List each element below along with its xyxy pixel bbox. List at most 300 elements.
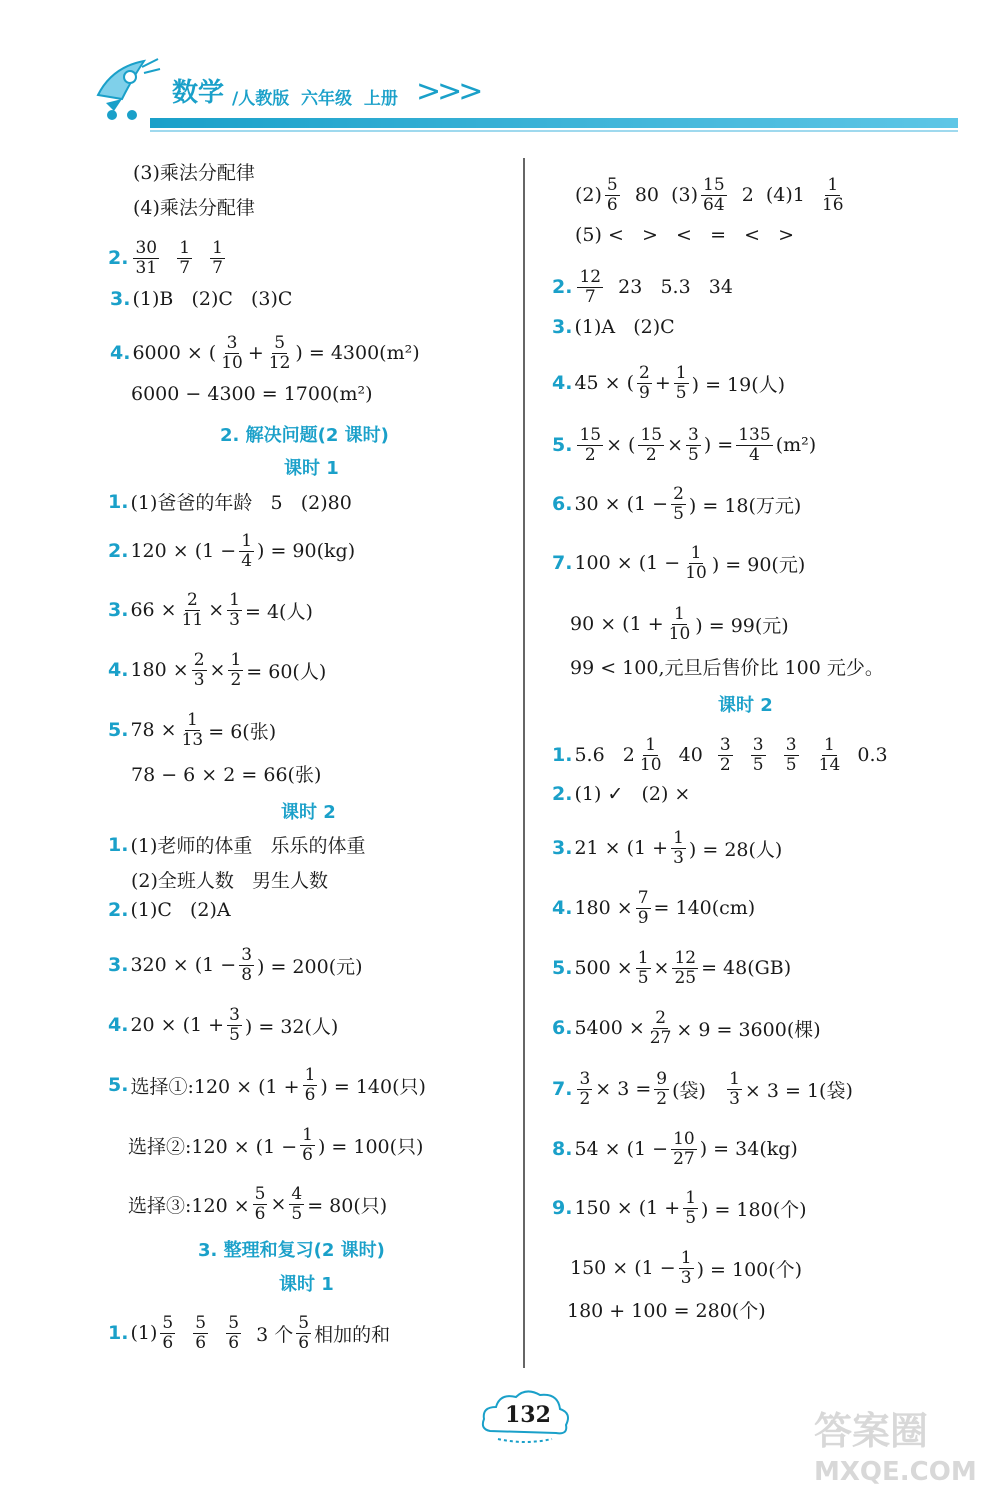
rocket-logo-icon	[92, 55, 162, 123]
numerator: 9	[656, 1069, 668, 1089]
answer-text: = 60(人)	[246, 660, 327, 683]
numerator: 1	[675, 363, 687, 383]
question-number: 1.	[108, 490, 129, 513]
answer-text: ) = 140(只)	[320, 1075, 426, 1098]
denominator: 3	[673, 847, 684, 868]
answer-text: 150 × (1 +	[574, 1197, 681, 1220]
denominator: 10	[221, 352, 243, 373]
answer-text: 78 − 6 × 2 = 66(张)	[131, 764, 322, 786]
denominator: 7	[584, 286, 596, 307]
numerator: 1	[212, 238, 223, 258]
fraction	[654, 1070, 669, 1108]
question-number: 4.	[552, 372, 573, 395]
answer-line	[570, 605, 789, 643]
question-number: 3.	[552, 316, 573, 338]
denominator: 64	[703, 194, 725, 215]
denominator: 25	[674, 967, 697, 988]
answer-text: = 6(张)	[208, 720, 277, 743]
answer-text: 180 ×	[574, 897, 633, 920]
answer-text: ×	[270, 1193, 287, 1216]
answer-text: = 4(人)	[244, 600, 313, 623]
fraction	[227, 1006, 242, 1044]
answer-text: ×	[653, 957, 670, 980]
answer-text: (m²)	[775, 434, 817, 457]
question-number: 3.	[552, 837, 573, 860]
answer-line	[552, 829, 782, 867]
denominator: 6	[228, 1332, 240, 1353]
numerator: 1	[824, 735, 835, 755]
section-heading: 课时 2	[718, 695, 773, 716]
fraction	[736, 426, 772, 464]
fraction	[303, 1066, 318, 1104]
answer-text: × 3 =	[595, 1078, 652, 1101]
denominator: 6	[304, 1084, 316, 1105]
answer-line	[131, 760, 321, 787]
answer-text: 21 × (1 +	[574, 837, 669, 860]
answer-text: 选择②:120 × (1 −	[128, 1135, 298, 1158]
question-number: 2.	[108, 899, 129, 921]
answer-line	[131, 866, 328, 893]
answer-line	[552, 949, 791, 987]
answer-line	[570, 1249, 802, 1287]
fraction	[727, 1070, 742, 1108]
numerator: 5	[298, 1313, 310, 1333]
answer-line	[570, 653, 884, 680]
section-heading: 2. 解决问题(2 课时)	[220, 425, 389, 446]
header-bar	[150, 118, 958, 128]
page-number: 132	[505, 1402, 551, 1428]
answer-text: (2)全班人数 男生人数	[131, 870, 329, 892]
numerator: 15	[703, 175, 725, 195]
numerator: 4	[291, 1184, 303, 1204]
fraction	[686, 426, 701, 464]
fraction	[820, 176, 846, 214]
fraction	[577, 268, 603, 306]
numerator: 3	[719, 735, 731, 755]
numerator: 5	[606, 175, 618, 195]
answer-line	[108, 946, 363, 984]
section-heading: 课时 2	[281, 802, 336, 823]
fraction	[638, 426, 664, 464]
denominator: 6	[298, 1332, 310, 1353]
denominator: 16	[821, 194, 844, 215]
question-number: 9.	[552, 1197, 573, 1220]
answer-text: = 80(只)	[307, 1194, 388, 1217]
denominator: 11	[181, 609, 204, 630]
answer-text: 66 ×	[130, 599, 177, 622]
fraction	[267, 334, 293, 372]
answer-text: 20 × (1 +	[130, 1014, 225, 1037]
question-number: 6.	[552, 1017, 573, 1040]
answer-text	[211, 1322, 223, 1344]
answer-line	[552, 426, 816, 464]
answer-line	[108, 488, 352, 515]
denominator: 5	[688, 444, 699, 465]
denominator: 2	[645, 444, 657, 465]
answer-line	[108, 899, 231, 921]
answer-line	[131, 383, 373, 405]
fraction	[289, 1185, 304, 1223]
numerator: 1	[685, 1188, 697, 1208]
question-number: 6.	[552, 493, 573, 516]
answer-line	[133, 193, 255, 220]
fraction	[648, 1009, 674, 1047]
question-number: 8.	[552, 1138, 573, 1161]
numerator: 7	[637, 888, 649, 908]
fraction	[667, 605, 693, 643]
answer-text: 选择①:120 × (1 +	[130, 1075, 300, 1098]
answer-text	[178, 1322, 190, 1344]
numerator: 2	[655, 1008, 667, 1028]
numerator: 1	[680, 1248, 692, 1268]
denominator: 5	[229, 1024, 240, 1045]
answer-line	[552, 889, 755, 927]
answer-line	[110, 288, 292, 310]
answer-line	[108, 532, 355, 570]
answer-text: 180 ×	[130, 659, 189, 682]
answer-text: 150 × (1 −	[570, 1257, 676, 1280]
answer-text	[736, 744, 748, 766]
fraction	[638, 736, 664, 774]
answer-text: × 3 = 1(袋)	[744, 1079, 853, 1102]
answer-line	[128, 1185, 387, 1223]
answer-line	[108, 591, 313, 629]
denominator: 7	[212, 257, 223, 278]
answer-text: (1) ✓ (2) ×	[574, 783, 691, 805]
column-divider	[523, 158, 525, 1368]
answer-line	[552, 1009, 821, 1047]
denominator: 2	[579, 1088, 591, 1109]
fraction	[239, 946, 254, 984]
numerator: 15	[640, 425, 663, 445]
fraction	[133, 239, 159, 277]
denominator: 5	[752, 754, 764, 775]
answer-line	[552, 544, 805, 582]
denominator: 6	[195, 1332, 207, 1353]
answer-text: 30 × (1 −	[574, 493, 669, 516]
answer-text: 78 ×	[130, 719, 177, 742]
numerator: 5	[254, 1184, 266, 1204]
answer-line	[552, 1070, 853, 1108]
numerator: 3	[785, 735, 797, 755]
numerator: 1	[637, 948, 649, 968]
denominator: 5	[685, 1207, 697, 1228]
answer-text: 6000 − 4300 = 1700(m²)	[131, 383, 373, 405]
answer-line	[108, 1066, 426, 1104]
answer-text: 500 ×	[574, 957, 633, 980]
numerator: 5	[195, 1313, 207, 1333]
denominator: 5	[673, 503, 684, 524]
answer-text: (1)爸爸的年龄 5 (2)80	[130, 492, 352, 514]
numerator: 12	[579, 267, 602, 287]
question-number: 4.	[108, 1014, 129, 1037]
numerator: 135	[738, 425, 771, 445]
denominator: 5	[637, 967, 649, 988]
fraction	[636, 949, 651, 987]
numerator: 10	[673, 1129, 695, 1149]
denominator: 10	[639, 754, 662, 775]
numerator: 3	[752, 735, 764, 755]
answer-text: (5) < > < = < >	[575, 224, 795, 246]
fraction	[671, 829, 686, 867]
answer-text: = 48(GB)	[701, 957, 792, 980]
answer-text	[195, 247, 207, 269]
question-number: 2.	[108, 247, 129, 270]
answer-text: ) = 90(kg)	[257, 540, 356, 563]
fraction	[239, 532, 254, 570]
fraction	[577, 1070, 592, 1108]
numerator: 15	[579, 425, 602, 445]
question-number: 5.	[108, 1074, 129, 1097]
question-number: 7.	[552, 1078, 573, 1101]
answer-text: ×	[208, 599, 225, 622]
denominator: 5	[675, 382, 687, 403]
numerator: 30	[135, 238, 158, 258]
answer-line	[567, 1296, 766, 1323]
fraction	[296, 1314, 311, 1352]
answer-text: (1)	[130, 1322, 158, 1345]
answer-text: 54 × (1 −	[574, 1138, 669, 1161]
numerator: 1	[302, 1125, 313, 1145]
fraction	[701, 176, 727, 214]
answer-line	[552, 268, 733, 306]
question-number: 5.	[552, 434, 573, 457]
denominator: 6	[162, 1332, 174, 1353]
denominator: 13	[181, 729, 204, 750]
question-number: 4.	[552, 897, 573, 920]
fraction	[784, 736, 799, 774]
numerator: 2	[187, 590, 198, 610]
answer-text: ) = 200(元)	[257, 955, 363, 978]
denominator: 6	[606, 194, 618, 215]
answer-text: 40	[666, 744, 715, 767]
denominator: 8	[241, 964, 253, 985]
answer-text: (1)老师的体重 乐乐的体重	[130, 835, 366, 857]
answer-line	[552, 1130, 798, 1168]
answer-text: ) =	[703, 434, 734, 457]
denominator: 2	[230, 669, 242, 690]
question-number: 3.	[108, 599, 129, 622]
numerator: 1	[827, 175, 839, 195]
answer-text: ) = 180(个)	[701, 1198, 807, 1221]
answer-line	[552, 783, 690, 805]
answer-text: × (	[606, 434, 636, 457]
question-number: 4.	[108, 659, 129, 682]
answer-line	[108, 651, 326, 689]
numerator: 1	[229, 590, 240, 610]
answer-text: 2 (4)1	[729, 184, 817, 207]
answer-line	[108, 711, 276, 749]
fraction	[210, 239, 225, 277]
section-heading: 3. 整理和复习(2 课时)	[198, 1240, 385, 1261]
answer-line	[108, 1006, 338, 1044]
denominator: 31	[135, 257, 158, 278]
page-header	[0, 0, 1000, 140]
fraction	[671, 1130, 697, 1168]
fraction	[605, 176, 620, 214]
answer-line	[575, 224, 794, 246]
answer-line	[552, 736, 888, 774]
numerator: 1	[645, 735, 657, 755]
answer-text: 320 × (1 −	[130, 954, 237, 977]
fraction	[674, 364, 689, 402]
denominator: 10	[685, 562, 707, 583]
answer-text: ) = 34(kg)	[699, 1138, 798, 1161]
answer-text: +	[654, 372, 671, 395]
fraction	[253, 1185, 268, 1223]
denominator: 14	[818, 754, 841, 775]
answer-text: ×	[667, 434, 684, 457]
answer-text: = 140(cm)	[653, 897, 756, 920]
numerator: 1	[673, 828, 684, 848]
denominator: 3	[680, 1267, 692, 1288]
answer-text	[162, 247, 174, 269]
section-heading: 课时 1	[279, 1274, 334, 1295]
answer-text: ) = 18(万元)	[688, 494, 802, 517]
answer-text: 相加的和	[314, 1323, 391, 1346]
answer-text: 180 + 100 = 280(个)	[567, 1300, 766, 1322]
question-number: 1.	[108, 833, 129, 856]
answer-text: +	[247, 342, 264, 365]
numerator: 3	[688, 425, 699, 445]
question-number: 3.	[108, 954, 129, 977]
answer-text: 90 × (1 +	[570, 613, 664, 636]
answer-text: 80 (3)	[622, 184, 698, 207]
svg-text:答案圈: 答案圈	[814, 1409, 929, 1453]
question-number: 3.	[110, 288, 131, 310]
answer-text: ) = 90(元)	[711, 553, 806, 576]
numerator: 1	[690, 543, 702, 563]
answer-text: (2)	[575, 184, 602, 207]
answer-text: ) = 99(元)	[695, 614, 789, 637]
denominator: 6	[302, 1144, 313, 1165]
question-number: 4.	[110, 342, 131, 365]
answer-line	[108, 239, 228, 277]
answer-text: × 9 = 3600(棵)	[676, 1018, 821, 1041]
numerator: 1	[230, 650, 242, 670]
fraction	[671, 485, 686, 523]
answer-text: 120 × (1 −	[130, 540, 237, 563]
answer-text: 5.6 2	[574, 744, 635, 767]
question-number: 2.	[552, 276, 573, 299]
answer-text: 100 × (1 −	[574, 552, 681, 575]
denominator: 6	[254, 1203, 266, 1224]
question-number: 2.	[108, 540, 129, 563]
fraction	[180, 591, 206, 629]
fraction	[683, 544, 709, 582]
numerator: 3	[229, 1005, 240, 1025]
answer-text: ×	[209, 659, 226, 682]
denominator: 4	[241, 550, 253, 571]
fraction	[227, 591, 242, 629]
numerator: 3	[226, 333, 238, 353]
denominator: 3	[729, 1088, 740, 1109]
numerator: 2	[639, 363, 650, 383]
answer-text: (3)乘法分配律	[133, 162, 255, 184]
denominator: 27	[673, 1148, 695, 1169]
answer-text: 选择③:120 ×	[128, 1194, 250, 1217]
edition-label: /人教版 六年级 上册	[232, 89, 398, 109]
answer-text: ) = 28(人)	[688, 838, 783, 861]
denominator: 9	[637, 907, 649, 928]
fraction	[177, 239, 192, 277]
question-number: 7.	[552, 552, 573, 575]
answer-text: 23 5.3 34	[606, 276, 733, 299]
denominator: 2	[584, 444, 596, 465]
answer-text: ) = 100(个)	[696, 1258, 803, 1281]
fraction	[219, 334, 245, 372]
fraction	[180, 711, 206, 749]
answer-text: 5400 ×	[574, 1017, 645, 1040]
fraction	[637, 364, 652, 402]
denominator: 7	[179, 257, 191, 278]
fraction	[300, 1126, 315, 1164]
fraction	[679, 1249, 694, 1287]
numerator: 1	[304, 1065, 316, 1085]
answer-line	[128, 1126, 423, 1164]
answer-line	[552, 485, 801, 523]
answer-text: ) = 19(人)	[691, 373, 786, 396]
numerator: 5	[228, 1313, 240, 1333]
question-number: 1.	[108, 1322, 129, 1345]
numerator: 2	[193, 650, 205, 670]
denominator: 27	[649, 1027, 672, 1048]
subject-title: 数学	[172, 78, 225, 108]
answer-line	[108, 1314, 390, 1352]
section-heading: 课时 1	[284, 458, 339, 479]
fraction	[577, 426, 603, 464]
chevrons-decoration: >>>	[416, 74, 480, 109]
answer-line	[108, 831, 366, 858]
answer-text: ) = 4300(m²)	[295, 342, 420, 365]
answer-text: (4)乘法分配律	[133, 197, 255, 219]
denominator: 4	[749, 444, 760, 465]
numerator: 1	[187, 710, 198, 730]
answer-line	[575, 176, 849, 214]
fraction	[193, 1314, 208, 1352]
answer-line	[552, 364, 785, 402]
question-number: 1.	[552, 744, 573, 767]
answer-line	[133, 158, 255, 185]
answer-text: 6000 × (	[132, 342, 217, 365]
svg-text:MXQE.COM: MXQE.COM	[814, 1457, 977, 1487]
fraction	[751, 736, 766, 774]
fraction	[817, 736, 843, 774]
numerator: 2	[673, 484, 684, 504]
question-number: 5.	[108, 719, 129, 742]
fraction	[636, 889, 651, 927]
denominator: 2	[719, 754, 731, 775]
denominator: 9	[639, 382, 650, 403]
numerator: 3	[579, 1069, 591, 1089]
fraction	[718, 736, 733, 774]
answer-text: (1)C (2)A	[130, 899, 231, 921]
numerator: 12	[674, 948, 697, 968]
answer-text: (1)B (2)C (3)C	[132, 288, 293, 310]
answer-text: 3 个	[244, 1323, 294, 1346]
denominator: 10	[668, 623, 691, 644]
answer-text: 99 < 100,元旦后售价比 100 元少。	[570, 657, 884, 679]
fraction	[683, 1189, 698, 1227]
numerator: 1	[674, 604, 685, 624]
numerator: 1	[729, 1069, 740, 1089]
answer-line	[110, 334, 420, 372]
fraction	[226, 1314, 241, 1352]
numerator: 1	[179, 238, 191, 258]
answer-text: 0.3	[845, 744, 888, 767]
denominator: 3	[229, 609, 240, 630]
fraction	[160, 1314, 175, 1352]
